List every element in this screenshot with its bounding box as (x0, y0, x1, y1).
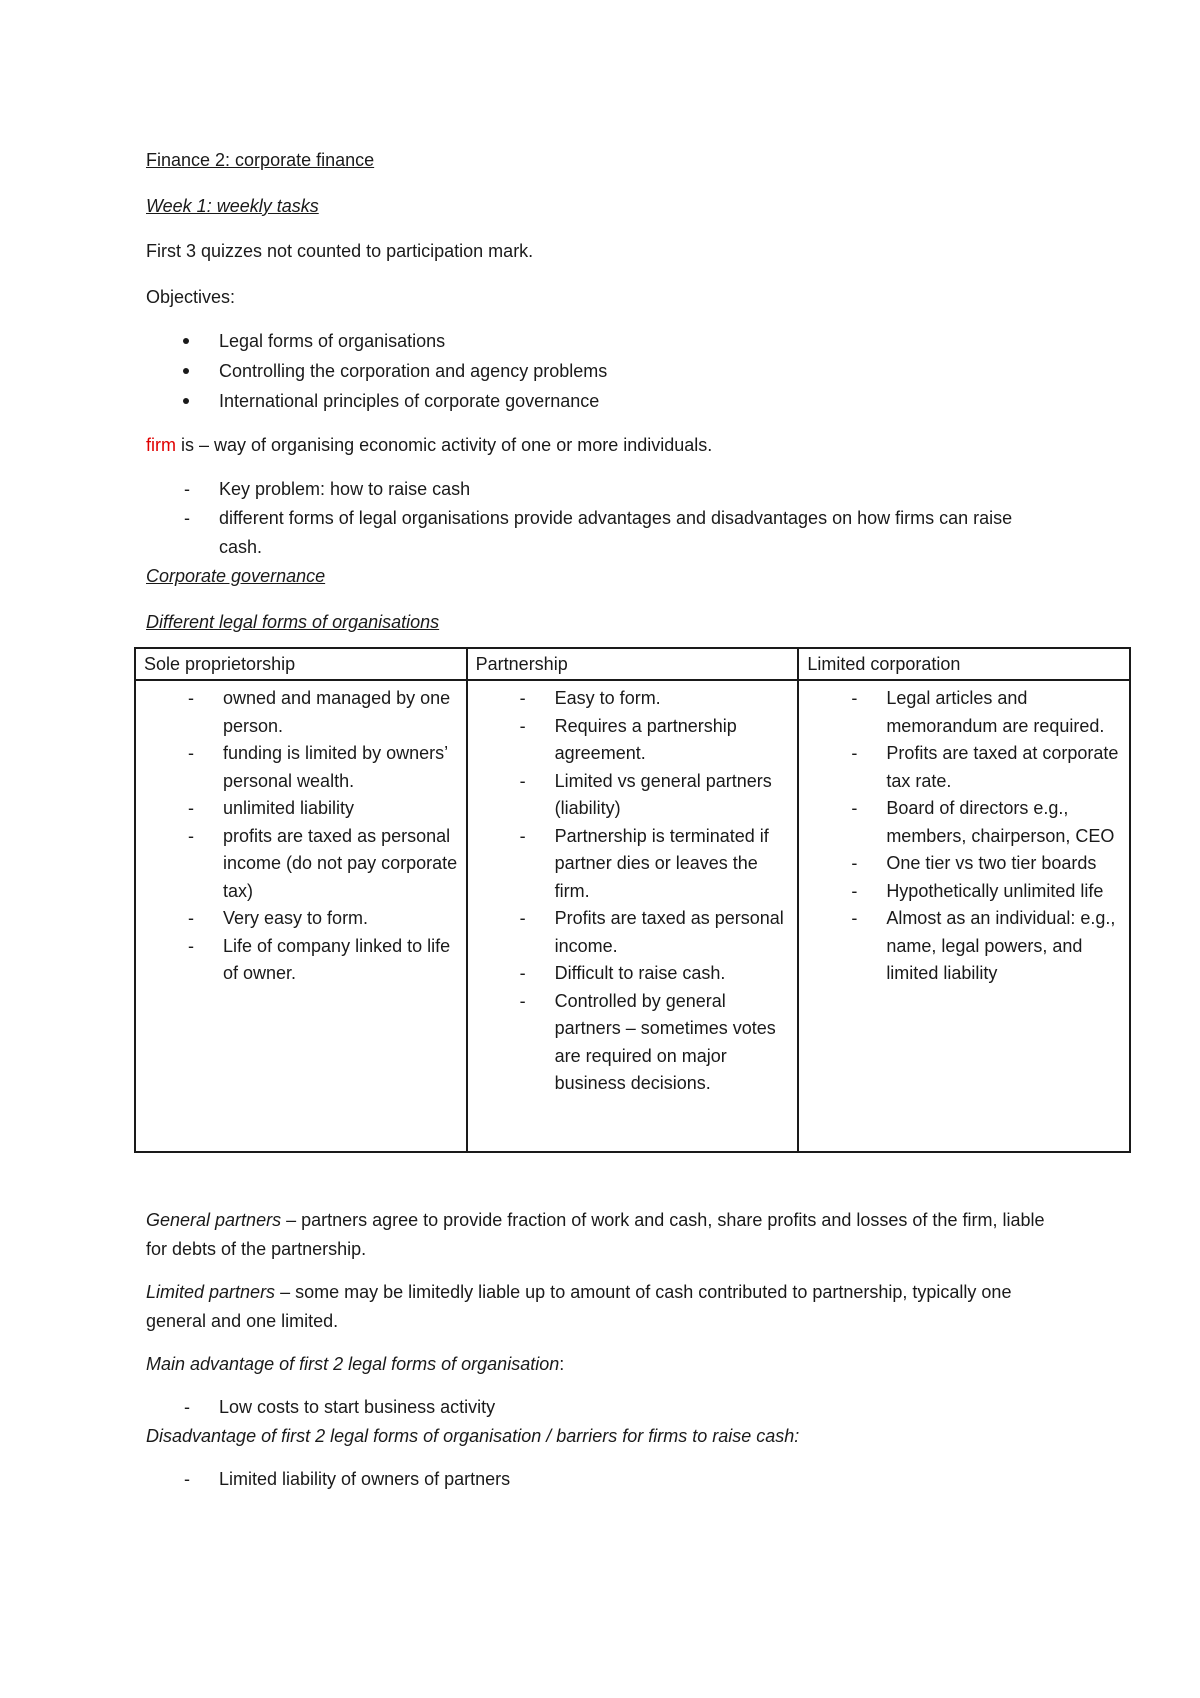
list-item: - Profits are taxed as personal income. (519, 908, 784, 956)
header-sole-proprietorship: Sole proprietorship (135, 648, 467, 680)
quiz-note: First 3 quizzes not counted to participation mark. (146, 241, 534, 261)
list-item: - Low costs to start business activity (184, 1397, 496, 1417)
list-item: - Difficult to raise cash. (519, 963, 726, 983)
sole-proprietorship-cell (135, 680, 467, 1152)
list-item: - Easy to form. (519, 688, 661, 708)
list-item: Legal forms of organisations (146, 326, 1136, 356)
corporate-governance-heading: Corporate governance (146, 566, 326, 586)
list-item: - Board of directors e.g., members, chairperson, CEO (851, 798, 1115, 846)
week-heading: Week 1: weekly tasks (146, 196, 319, 216)
list-item: - Limited vs general partners (liability) (519, 770, 772, 818)
header-limited-corporation: Limited corporation (798, 648, 1130, 680)
list-item: - Partnership is terminated if partner dies or leaves the firm. (519, 825, 769, 901)
list-item: - Life of company linked to life of owner. (188, 935, 451, 983)
list-item: - different forms of legal organisations provide advantages and disadvantages on how firms can raise cash. (184, 508, 1013, 557)
objectives-label: Objectives: (146, 287, 236, 307)
page-title: Finance 2: corporate finance (146, 150, 375, 170)
limited-partners-definition: Limited partners – some may be limitedly liable up to amount of cash contributed to partnership, typically one general and one limited. (146, 1282, 1012, 1331)
list-item: - profits are taxed as personal income (do not pay corporate tax) (188, 825, 458, 901)
list-item: - One tier vs two tier boards (851, 853, 1097, 873)
list-item: - Profits are taxed at corporate tax rate. (851, 743, 1119, 791)
firm-points (146, 475, 1136, 562)
table-row (135, 680, 1130, 1152)
firm-definition: firm is – way of organising economic activity of one or more individuals. (146, 435, 713, 455)
partnership-cell (467, 680, 799, 1152)
legal-forms-table (134, 647, 1131, 1153)
list-item: - Controlled by general partners – sometimes votes are required on major business decisions. (519, 990, 776, 1093)
legal-forms-heading: Different legal forms of organisations (146, 612, 440, 632)
list-item: - owned and managed by one person. (188, 688, 451, 736)
list-item: - Very easy to form. (188, 908, 369, 928)
general-partners-term: General partners (146, 1210, 282, 1230)
limited-partners-term: Limited partners (146, 1282, 276, 1302)
bullet-icon (183, 338, 189, 344)
header-partnership: Partnership (467, 648, 799, 680)
main-advantage-heading: Main advantage of first 2 legal forms of organisation: (146, 1354, 565, 1374)
list-item: - unlimited liability (188, 798, 355, 818)
list-item: - Limited liability of owners of partners (184, 1469, 511, 1489)
objectives-list (146, 326, 1136, 416)
list-item: - Almost as an individual: e.g., name, legal powers, and limited liability (851, 908, 1116, 983)
limited-corporation-cell (798, 680, 1130, 1152)
document-page (146, 146, 1136, 1494)
main-advantage-list (146, 1393, 1136, 1422)
list-item: - Requires a partnership agreement. (519, 715, 737, 763)
disadvantage-heading: Disadvantage of first 2 legal forms of organisation / barriers for firms to raise cash: (146, 1426, 800, 1446)
list-item: - Key problem: how to raise cash (184, 479, 471, 499)
bullet-icon (183, 398, 189, 404)
list-item: - Hypothetically unlimited life (851, 880, 1104, 901)
list-item: Controlling the corporation and agency problems (146, 356, 1136, 386)
general-partners-definition: General partners – partners agree to provide fraction of work and cash, share profits and losses of the firm, liable for debts of the partnership. (146, 1210, 1045, 1259)
table-header-row (135, 648, 1130, 680)
bullet-icon (183, 368, 189, 374)
firm-term: firm (146, 435, 176, 455)
list-item: International principles of corporate governance (146, 386, 1136, 416)
list-item: - funding is limited by owners’ personal wealth. (188, 743, 448, 791)
disadvantage-list (146, 1465, 1136, 1494)
list-item: - Legal articles and memorandum are required. (851, 688, 1105, 736)
